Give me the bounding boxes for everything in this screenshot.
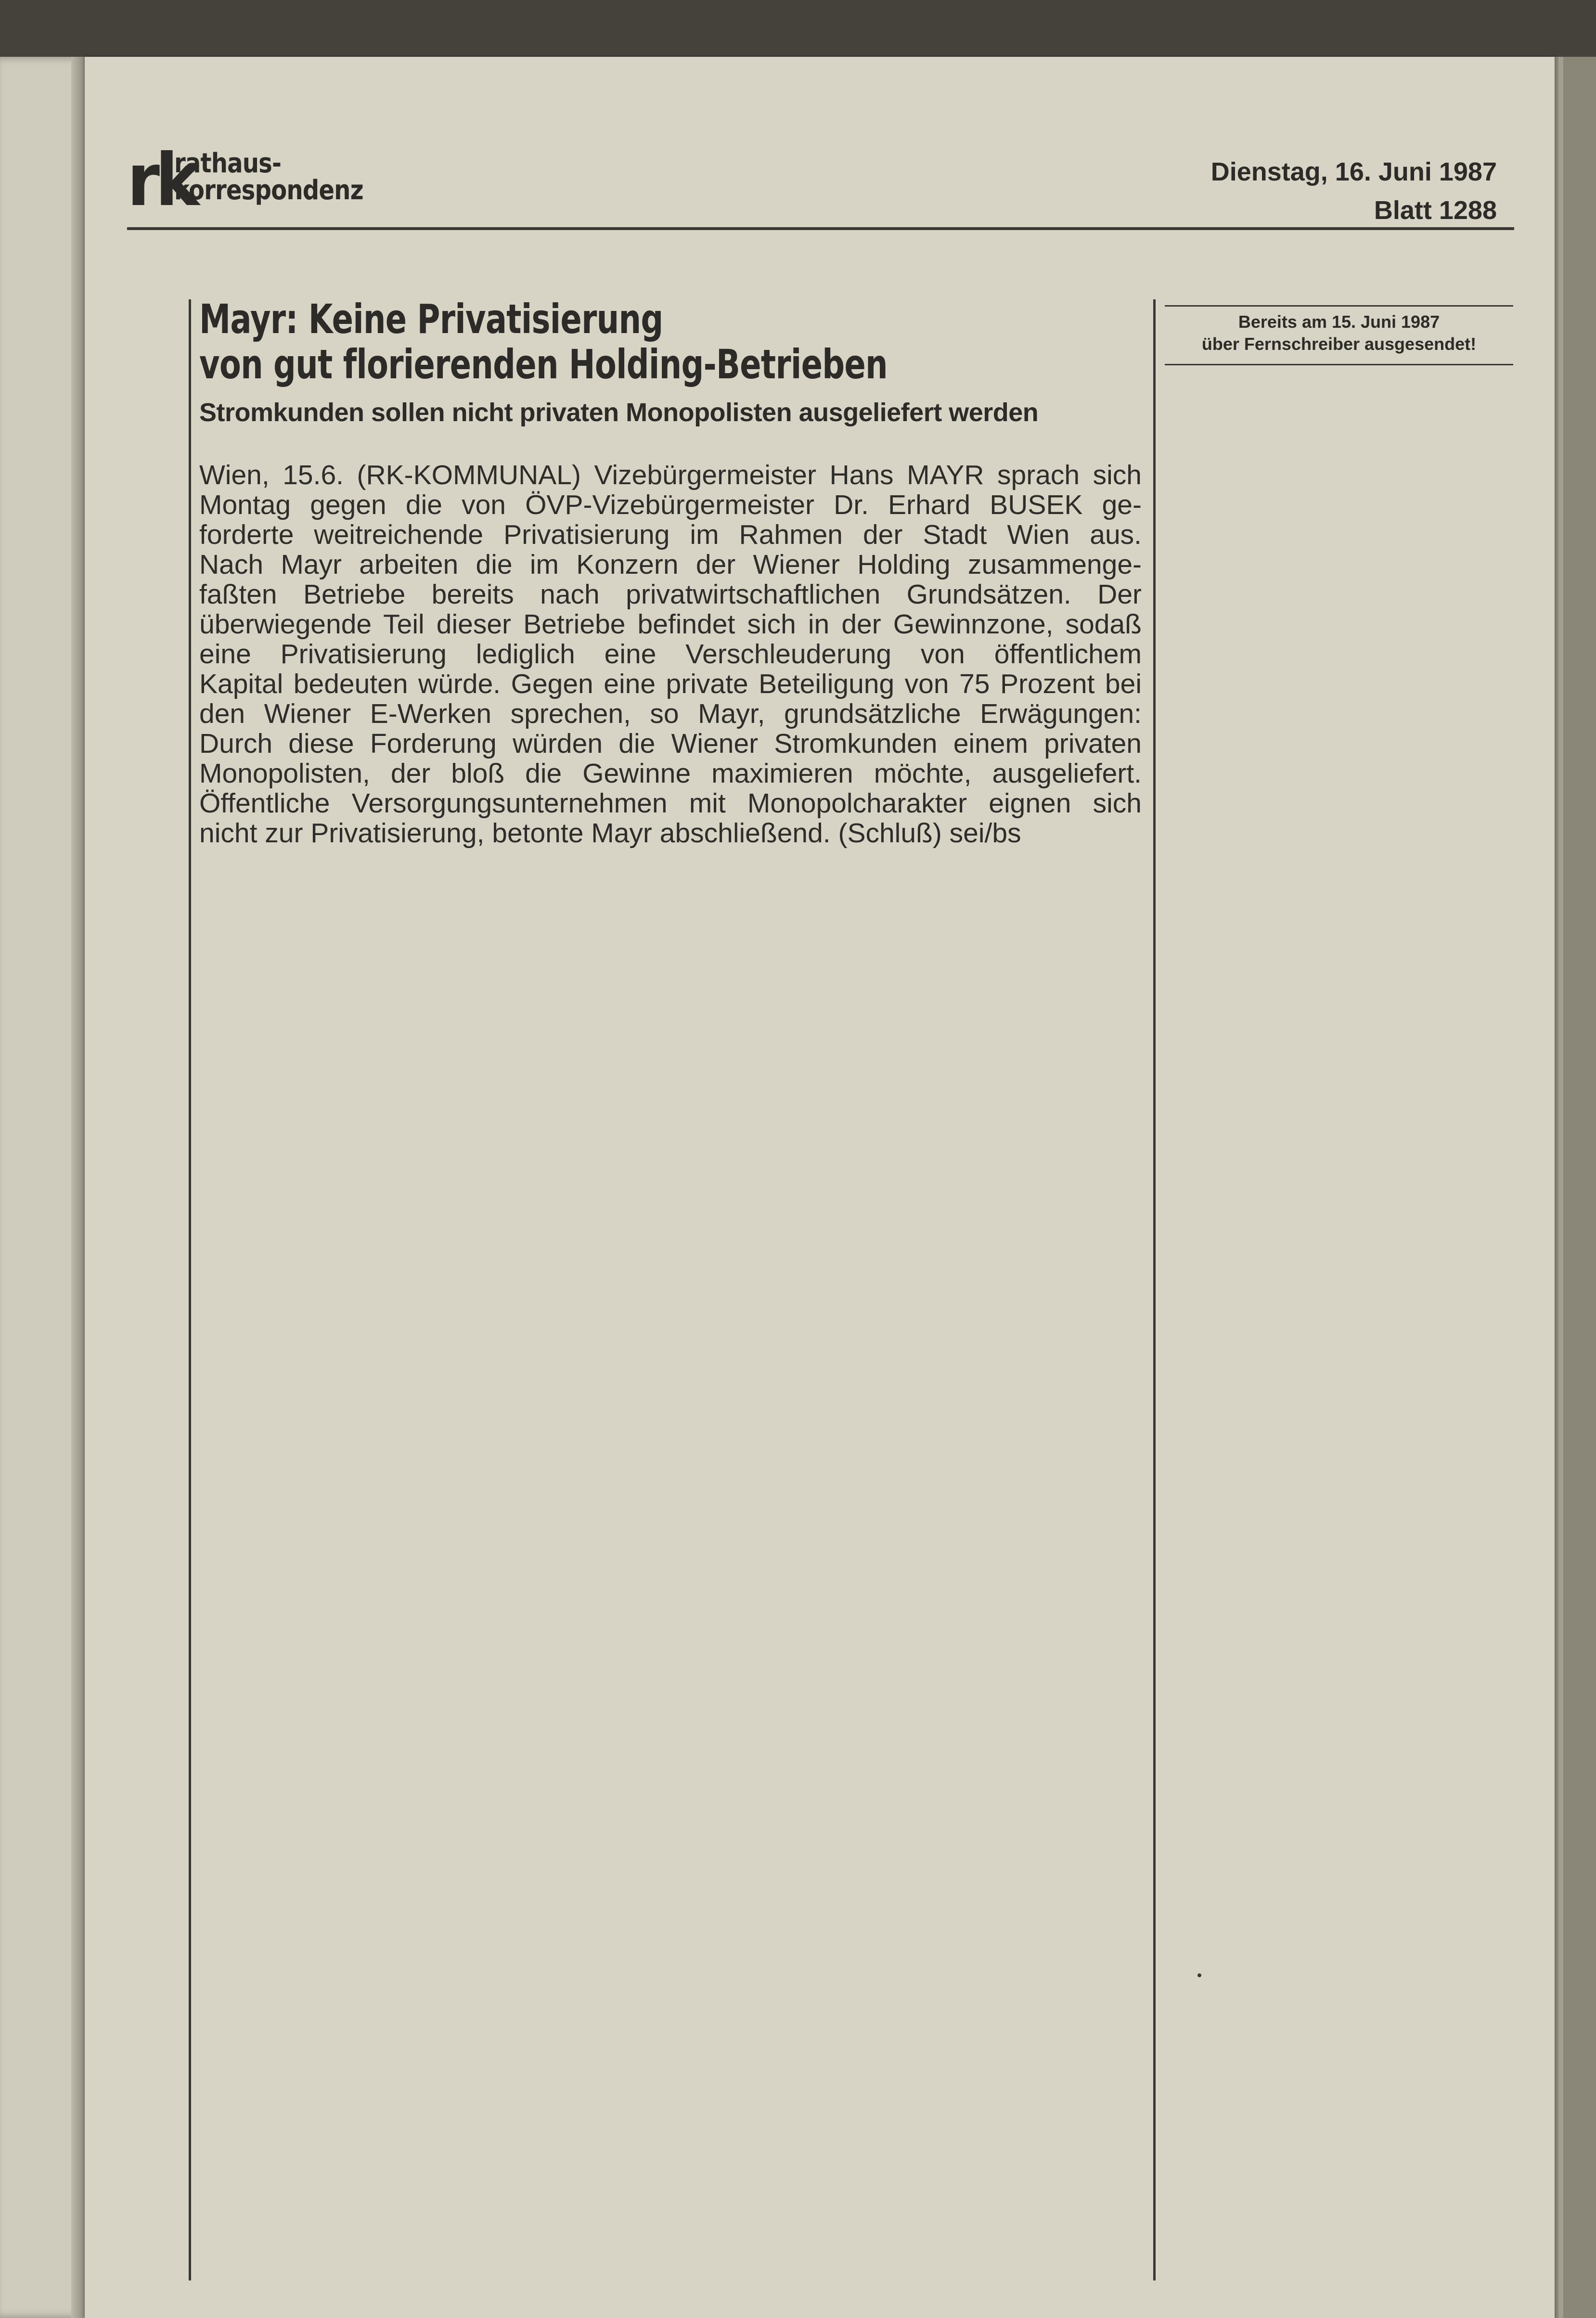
article-subheadline: Stromkunden sollen nicht privaten Monopolisten ausgeliefert werden [199,398,1039,427]
note-rule-top [1165,305,1513,307]
logo-wordmark [174,150,363,204]
body-line: überwiegende Teil dieser Betriebe befindet sich in der Gewinnzone, sodaß [199,609,1142,640]
sheet-number: Blatt 1288 [1374,196,1497,225]
paper-speck [1197,1973,1201,1977]
body-line: Monopolisten, der bloß die Gewinne maximieren möchte, ausgeliefert. [199,758,1142,789]
article-body [199,460,1142,848]
header-rule [127,227,1514,230]
headline-line-2: von gut florierenden Holding-Betrieben [199,341,888,388]
logo-line-2: korrespondenz [174,175,363,206]
note-line-2: über Fernschreiber ausgesendet! [1201,334,1477,354]
note-line-1: Bereits am 15. Juni 1987 [1238,312,1440,332]
column-rule-right [1153,299,1156,2280]
body-line: Durch diese Forderung würden die Wiener Stromkunden einem privaten [199,728,1142,759]
body-line: den Wiener E-Werken sprechen, so Mayr, grundsätzliche Erwägungen: [199,698,1142,729]
binding-shadow [71,57,85,2318]
document-sheet [85,57,1555,2318]
body-line: Kapital bedeuten würde. Gegen eine private Beteiligung von 75 Prozent bei [199,669,1142,699]
logo-mark: rk [127,139,195,222]
body-line: nicht zur Privatisierung, betonte Mayr abschließend. (Schluß) sei/bs [199,818,1021,849]
headline-line-1: Mayr: Keine Privatisierung [199,296,663,343]
body-line: forderte weitreichende Privatisierung im Rahmen der Stadt Wien aus. [199,519,1142,550]
body-line: Montag gegen die von ÖVP-Vizebürgermeister Dr. Erhard BUSEK ge- [199,489,1142,520]
issue-date: Dienstag, 16. Juni 1987 [1210,157,1497,186]
body-line: eine Privatisierung lediglich eine Verschleuderung von öffentlichem [199,639,1142,670]
body-line: Öffentliche Versorgungsunternehmen mit Monopolcharakter eignen sich [199,788,1142,819]
article-headline [199,296,927,387]
right-page-edge [1558,57,1563,2318]
body-line: faßten Betriebe bereits nach privatwirtschaftlichen Grundsätzen. Der [199,579,1142,610]
transmission-note [1165,311,1513,355]
body-line: Wien, 15.6. (RK-KOMMUNAL) Vizebürgermeister Hans MAYR sprach sich [199,460,1142,490]
logo-line-1: rathaus- [174,148,282,179]
note-rule-bottom [1165,364,1513,365]
body-line: Nach Mayr arbeiten die im Konzern der Wiener Holding zusammenge- [199,549,1142,580]
column-rule-left [189,299,191,2280]
